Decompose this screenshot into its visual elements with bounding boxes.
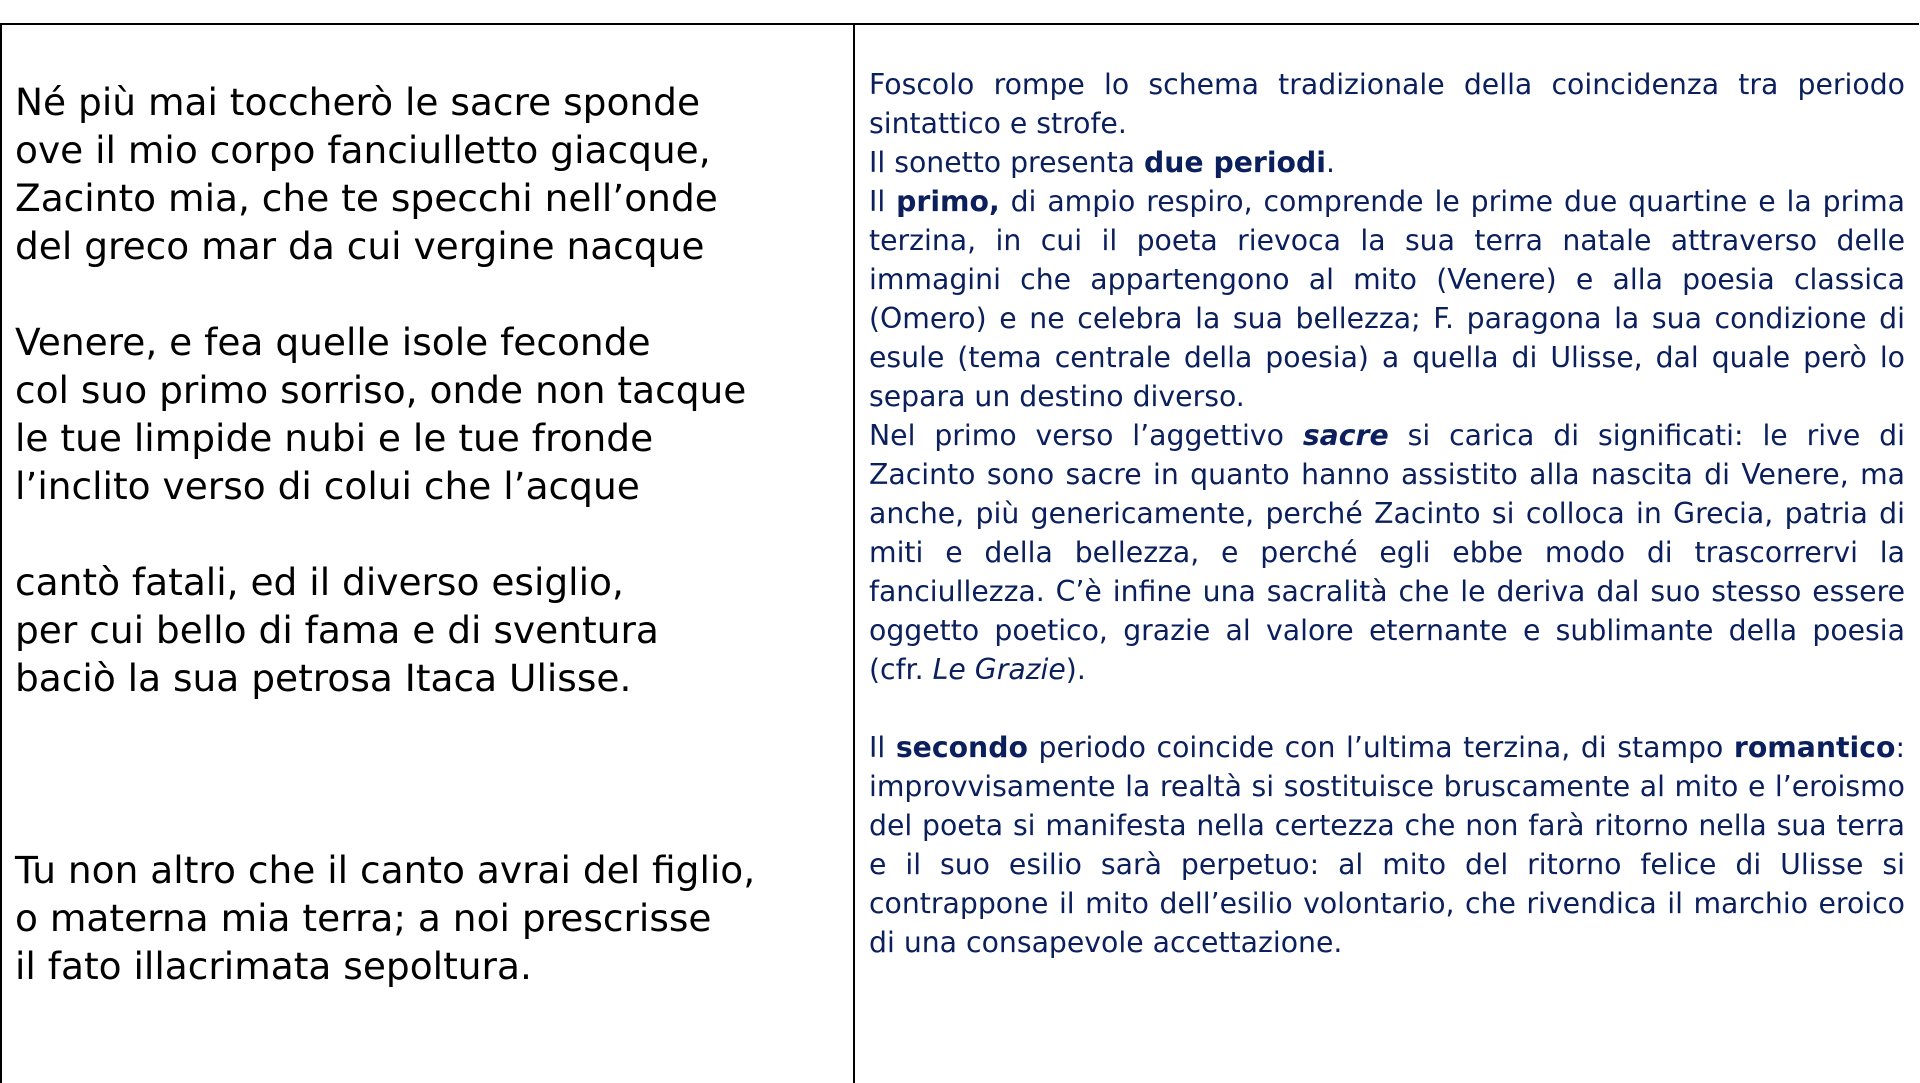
text-run: Il — [869, 185, 897, 218]
poem-line: Né più mai toccherò le sacre sponde — [15, 80, 701, 124]
text-run: . — [1325, 146, 1335, 179]
text-run: ). — [1065, 653, 1086, 686]
poem-column — [2, 25, 855, 1083]
poem-line: per cui bello di fama e di sventura — [15, 608, 659, 652]
bold-run: primo, — [896, 185, 1000, 218]
poem-line: Zacinto mia, che te specchi nell’onde — [15, 176, 718, 220]
poem-line: cantò fatali, ed il diverso esiglio, — [15, 560, 624, 604]
bold-run: due periodi — [1144, 146, 1326, 179]
poem-line: l’inclito verso di colui che l’acque — [15, 464, 640, 508]
poem-text — [15, 78, 853, 990]
text-run: Il — [869, 731, 896, 764]
text-run: Il sonetto presenta — [869, 146, 1144, 179]
commentary-column — [855, 25, 1919, 1083]
poem-line: o materna mia terra; a noi prescrisse — [15, 896, 712, 940]
text-run: si carica di significati: le rive di Zacinto sono sacre in quanto hanno assistito alla nascita di Venere, ma anche, più genericamente, perché Zacinto si colloca in Grecia, patria di miti e della bellezza, e perché egli ebbe modo di trascorrervi la fanciullezza. C’è infine una sacralità che le deriva dal suo stesso essere oggetto poetico, grazie al valore eternante e sublimante della poesia (cfr. — [869, 419, 1905, 686]
text-run: : improvvisamente la realtà si sostituisce bruscamente al mito e l’eroismo del poeta si manifesta nella certezza che non farà ritorno nella sua terra e il suo esilio sarà perpetuo: al mito del ritorno felice di Ulisse si contrappone il mito dell’esilio volontario, che rivendica il marchio eroico di una consapevole accettazione. — [869, 731, 1905, 959]
poem-line: del greco mar da cui vergine nacque — [15, 224, 705, 268]
text-run: Nel primo verso l’aggettivo — [869, 419, 1303, 452]
poem-line: baciò la sua petrosa Itaca Ulisse. — [15, 656, 632, 700]
stanza-3 — [15, 558, 853, 702]
poem-line: le tue limpide nubi e le tue fronde — [15, 416, 654, 460]
commentary-paragraph-3 — [869, 182, 1905, 416]
stanza-1 — [15, 78, 853, 270]
italic-run: Le Grazie — [932, 653, 1066, 686]
commentary-paragraph-1: Foscolo rompe lo schema tradizionale della coincidenza tra periodo sintattico e strofe. — [869, 68, 1905, 140]
bold-italic-run: sacre — [1302, 419, 1389, 452]
poem-line: ove il mio corpo fanciulletto giacque, — [15, 128, 711, 172]
two-column-table — [0, 23, 1919, 1083]
bold-run: romantico — [1733, 731, 1896, 764]
stanza-4 — [15, 846, 853, 990]
commentary-paragraph-5 — [869, 728, 1905, 962]
text-run: di ampio respiro, comprende le prime due quartine e la prima terzina, in cui il poeta rievoca la sua terra natale attraverso delle immagini che appartengono al mito (Venere) e alla poesia classica (Omero) e ne celebra la sua bellezza; F. paragona la sua condizione di esule (tema centrale della poesia) a quella di Ulisse, dal quale però lo separa un destino diverso. — [869, 185, 1906, 413]
poem-line: Tu non altro che il canto avrai del figlio, — [15, 848, 756, 892]
commentary-paragraph-2 — [869, 143, 1905, 182]
text-run: periodo coincide con l’ultima terzina, di stampo — [1027, 731, 1734, 764]
poem-line: il fato illacrimata sepoltura. — [15, 944, 532, 988]
stanza-2 — [15, 318, 853, 510]
poem-line: col suo primo sorriso, onde non tacque — [15, 368, 747, 412]
poem-line: Venere, e fea quelle isole feconde — [15, 320, 651, 364]
bold-run: secondo — [895, 731, 1028, 764]
commentary-text — [869, 65, 1905, 962]
commentary-paragraph-4 — [869, 416, 1905, 689]
